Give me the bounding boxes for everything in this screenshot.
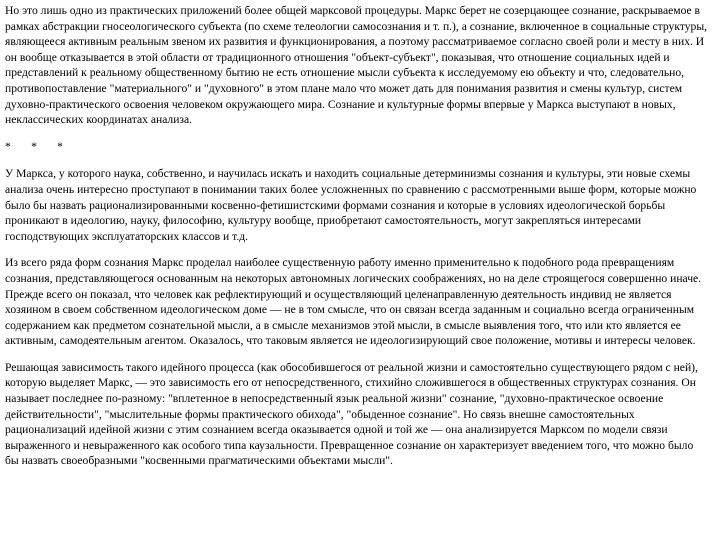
paragraph-3: Из всего ряда форм сознания Маркс проделал наиболее существенную работу именно применительно к подобного рода превращениям сознания, представляющегося основанным на некоторых автономных логических соображениях, но на деле строящегося совершенно иначе. Прежде всего он показал, что человек как рефлектирующий и осуществляющий целенаправленную деятельность индивид не является хозяином в своем собственном идеологическом доме — не в том смысле, что он связан всегда заданным и социально всегда ограниченным содержанием как предметом сознательной мысли, а в смысле механизмов этой мысли, в смысле выявления того, что или кто является ее активным, самодеятельным агентом. Оказалось, что таковым является не идеологизирующий свое положение, мотивы и интересы человек. (5, 256, 702, 348)
paragraph-2: У Маркса, у которого наука, собственно, и научилась искать и находить социальные детерминизмы сознания и культуры, эти новые схемы анализа очень интересно проступают в понимании таких более усложненных по сравнению с рассмотренными выше форм, которые можно было бы назвать рационализированными косвенно-фетишистскими формами сознания и которые в условиях идеологической борьбы проникают в идеологию, науку, философию, культуру вообще, приобретают самостоятельность, могут закрепляться интересами господствующих эксплуататорских классов и т.д. (5, 167, 697, 243)
section-separator: * * * (5, 139, 63, 153)
paragraph-4: Решающая зависимость такого идейного процесса (как обособившегося от реальной жизни и самостоятельно существующего рядом с ней), которую выделяет Маркс, — это зависимость его от непосредственного, стихийно сложившегося в общественных структурах сознания. Он называет последнее по-разному: "вплетенное в непосредственный язык реальной жизни" сознание, "духовно-практическое освоение действительности", "мыслительные формы практического обихода", "обыденное сознание". Но связь внешне самостоятельных рационализаций идейной жизни с этим сознанием всегда оказывается одной и той же — она анализируется Марксом по модели связи выраженного и невыраженного как особого типа каузальности. Превращенное сознание он характеризует введением того, что можно было бы назвать своеобразными "косвенными прагматическими объектами мысли". (5, 360, 698, 468)
paragraph-1: Но это лишь одно из практических приложений более общей марксовой процедуры. Маркс берет не созерцающее сознание, раскрываемое в рамках абстракции гносеологического субъекта (по схеме телеологии самосознания и т. п.), а сознание, включенное в социальные структуры, являющееся активным реальным звеном их развития и функционирования, а поэтому рассматриваемое согласно своей роли и месту в них. И он вообще отказывается в этой области от традиционного отношения "объект-субъект", показывая, что отношение социальных идей и представлений к реальному общественному бытию не есть отношение мысли субъекта к исследуемому ею объекту и что, следовательно, противопоставление "материального" и "духовного" в этом плане мало что может дать для понимания развития и смены культур, систем духовно-практического освоения человеком окружающего мира. Сознание и культурные формы впервые у Маркса выступают в новых, неклассических координатах анализа. (5, 4, 708, 127)
